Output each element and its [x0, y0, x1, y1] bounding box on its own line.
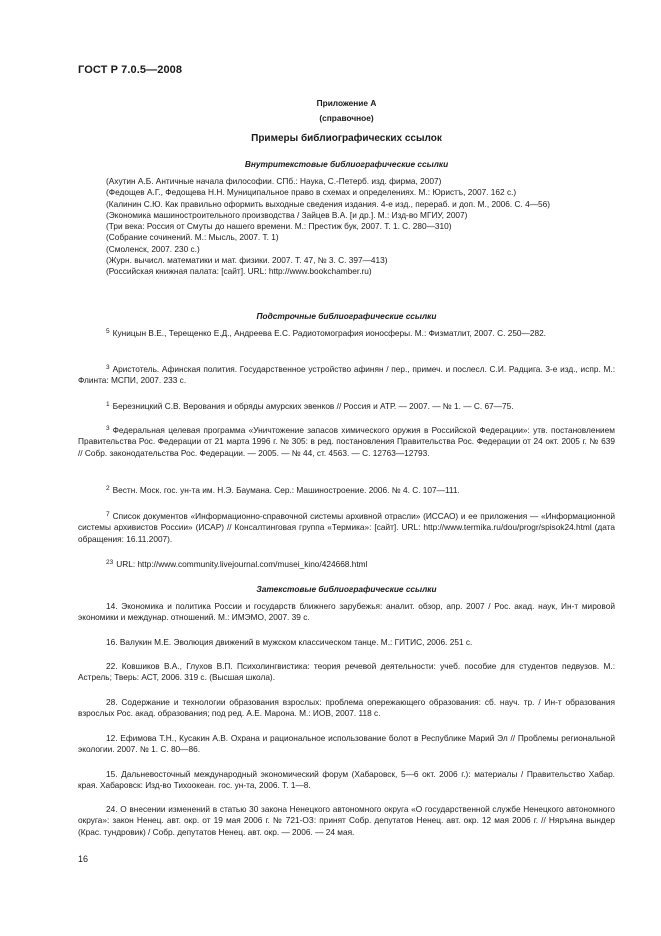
endtext-item	[78, 637, 615, 648]
list-item: 16. Валукин М.Е. Эволюция движений в мужском классическом танце. М.: ГИТИС, 2006. 251 с.	[106, 637, 473, 647]
footnote-ref	[78, 557, 615, 570]
endtext-item	[78, 697, 615, 720]
footnote-number: 5	[106, 328, 110, 335]
endtext-item	[78, 601, 615, 624]
list-item: 24. О внесении изменений в статью 30 закона Ненецкого автономного округа «О государственной службе Ненецкого автономного округа»: закон Ненец. авт. окр. от 19 мая 2006 г. № 721-ОЗ: принят Собр. депутатов Ненец. авт. окр. 12 мая 2006 г. // Няръяна вындер (Крас. тундровик) / Собр. депутатов Ненец. авт. окр. — 2006. — 24 мая.	[78, 804, 615, 837]
footnote-ref	[78, 399, 615, 412]
list-item: (Смоленск, 2007. 230 с.)	[106, 243, 200, 254]
list-item: (Федощев А.Г., Федощева Н.Н. Муниципальное право в схемах и определениях. М.: Юристъ, 2007. 162 с.)	[106, 187, 517, 198]
list-item: (Собрание сочинений. М.: Мысль, 2007. Т. 1)	[106, 232, 279, 243]
footnote-number: 3	[106, 364, 110, 371]
footnote-text: Березницкий С.В. Верования и обряды амурских эвенков // Россия и АТР. — 2007. — № 1. — С. 67—75.	[112, 401, 514, 411]
appendix-subtitle: (справочное)	[319, 113, 374, 123]
footnote-number: 3	[106, 425, 110, 432]
endtext-item	[78, 733, 615, 756]
footnote-text: Федеральная целевая программа «Уничтожение запасов химического оружия в Российской Федерации»: утв. постановлением Правительства Рос. Федерации от 21 марта 1996 г. № 305: в ред. постановления Правительства Рос. Федерации от 24 окт. 2005 г. № 639 // Собр. законодательства Рос. Федерации. — 2005. — № 44, ст. 4563. — С. 12763—12793.	[78, 425, 615, 458]
footnote-ref	[78, 423, 615, 459]
footnote-ref	[78, 326, 615, 339]
intratext-list	[78, 176, 615, 278]
footnote-text: Аристотель. Афинская полития. Государственное устройство афинян / пер., примеч. и послесл. С.И. Радцига. 3-е изд., испр. М.: Флинта: МСПИ, 2007. 233 с.	[78, 364, 615, 386]
section-title-intratext: Внутритекстовые библиографические ссылки	[244, 159, 449, 169]
list-item: 28. Содержание и технологии образования взрослых: проблема опережающего образования: сб. науч. тр. / Ин-т образования взрослых Рос. акад. образования; под ред. А.Е. Марона. М.: ИОВ, 2007. 118 с.	[78, 697, 615, 719]
list-item: 12. Ефимова Т.Н., Кусакин А.В. Охрана и рациональное использование болот в Республике Марий Эл // Проблемы региональной экологии. 2007. № 1. С. 80—86.	[78, 733, 615, 755]
footnote-ref	[78, 483, 615, 496]
endtext-item	[78, 769, 615, 792]
list-item: (Калинин С.Ю. Как правильно оформить выходные сведения издания. 4-е изд., перераб. и доп. М., 2006. С. 4—56)	[106, 198, 551, 209]
footnote-number: 7	[106, 511, 110, 518]
list-item: (Три века: Россия от Смуты до нашего времени. М.: Престиж бук, 2007. Т. 1. С. 280—310)	[106, 221, 452, 232]
footnote-ref	[78, 362, 615, 387]
footnote-text: Список документов «Информационно-справочной системы архивной отрасли» (ИССАО) и ее приложения — «Информационной системы архивистов России» (ИСАР) // Консалтинговая группа «Термика»: [сайт]. URL: http://www.termika.ru/dou/progr/spisok24.html (дата обращения: 16.11.2007).	[78, 511, 615, 544]
list-item: (Ахутин А.Б. Античные начала философии. СПб.: Наука, С.-Петерб. изд. фирма, 2007)	[106, 176, 442, 186]
list-item: 15. Дальневосточный международный экономический форум (Хабаровск, 5—6 окт. 2006 г.): материалы / Правительство Хабар. края. Хабаровск: Изд-во Тихоокеан. гос. ун-та, 2006. Т. 1—8.	[78, 769, 615, 791]
footnote-number: 1	[106, 401, 110, 408]
list-item: (Российская книжная палата: [сайт]. URL: http://www.bookchamber.ru)	[106, 266, 372, 277]
footnote-text: Вестн. Моск. гос. ун-та им. Н.Э. Баумана. Сер.: Машиностроение. 2006. № 4. С. 107—111.	[112, 485, 460, 495]
standard-header: ГОСТ Р 7.0.5—2008	[78, 64, 183, 76]
list-item: (Журн. вычисл. математики и мат. физики. 2007. Т. 47, № 3. С. 397—413)	[106, 255, 388, 266]
list-item: 22. Ковшиков В.А., Глухов В.П. Психолингвистика: теория речевой деятельности: учеб. пособие для студентов педвузов. М.: Астрель; Тверь: АСТ, 2006. 319 с. (Высшая школа).	[78, 661, 615, 683]
footnote-text: URL: http://www.community.livejournal.com/musei_kino/424668.html	[116, 559, 368, 569]
appendix-title: Приложение А	[316, 98, 377, 108]
footnote-text: Куницын В.Е., Терещенко Е.Д., Андреева Е.С. Радиотомография ионосферы. М.: Физматлит, 2007. С. 250—282.	[112, 328, 546, 338]
list-item: (Экономика машиностроительного производства / Зайцев В.А. [и др.]. М.: Изд-во МГИУ, 2007)	[106, 209, 468, 220]
footnote-number: 23	[106, 559, 114, 566]
page-number: 16	[78, 854, 89, 864]
footnote-number: 2	[106, 485, 110, 492]
main-title: Примеры библиографических ссылок	[251, 133, 442, 144]
list-item: 14. Экономика и политика России и государств ближнего зарубежья: аналит. обзор, апр. 2007 / Рос. акад. наук, Ин-т мировой экономики и междунар. отношений. М.: ИМЭМО, 2007. 39 с.	[78, 601, 615, 623]
endtext-item	[78, 661, 615, 684]
section-title-footnote: Подстрочные библиографические ссылки	[256, 311, 437, 321]
footnote-ref	[78, 509, 615, 545]
section-title-endtext: Затекстовые библиографические ссылки	[256, 584, 437, 594]
endtext-item	[78, 804, 615, 838]
